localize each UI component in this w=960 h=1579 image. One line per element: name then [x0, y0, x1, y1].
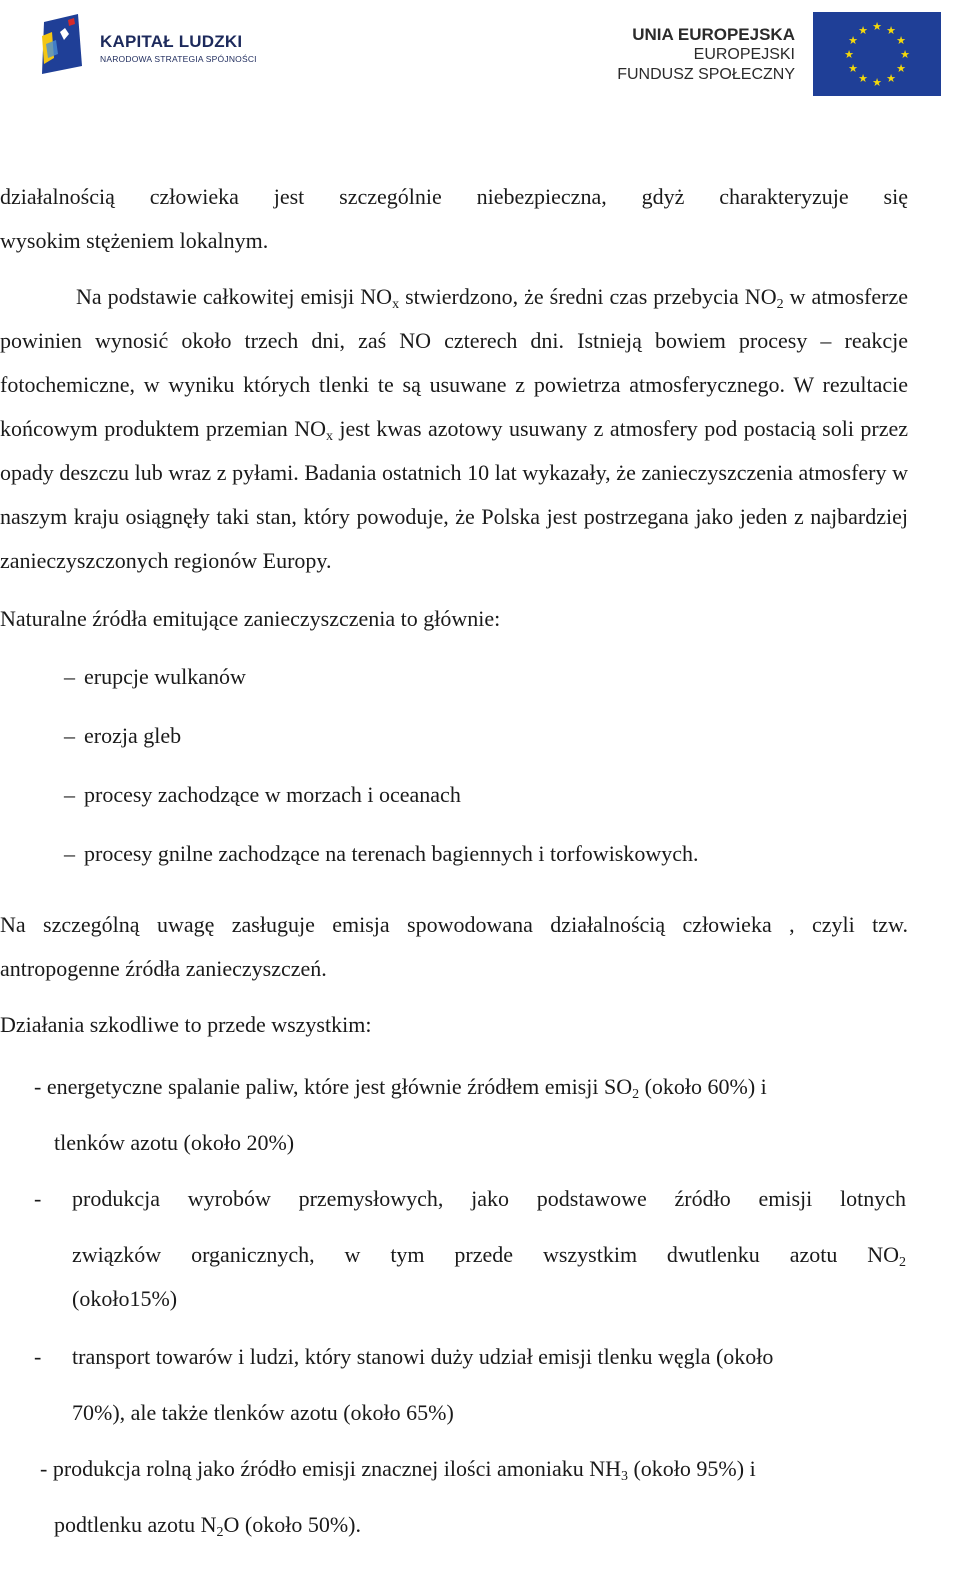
harmful-item-industry-cont [0, 1233, 906, 1277]
harmful-item-agriculture-text-3: podtlenku azotu N [54, 1512, 217, 1537]
list-item [0, 714, 910, 773]
no2-sub-2: 2 [899, 1255, 906, 1270]
nh3-sub: 3 [620, 1469, 628, 1484]
eu-flag-icon [813, 12, 941, 96]
natural-sources-list [0, 655, 910, 891]
paragraph-intro-line1: działalnością człowieka jest szczególnie niebezpieczna, gdyż charakteryzuje się [0, 184, 908, 209]
dash-bullet: – [64, 723, 75, 748]
list-item-text: procesy gnilne zachodzące na terenach bagiennych i torfowiskowych. [84, 841, 699, 866]
harmful-item-industry [0, 1171, 906, 1227]
harmful-item-agriculture-cont [0, 1497, 910, 1553]
nox-sub-1: x [392, 297, 400, 312]
nox-text-4: jest kwas azotowy usuwany z atmosfery pod postacią soli przez opady deszczu lub wraz z pyłami. Badania ostatnich 10 lat wykazały, że zanieczyszczenia atmosfery w naszym kraju osiągnęły taki stan, który powoduje, że Polska jest postrzegana jako jeden z najbardziej zanieczyszczonych regionów Europy. [0, 416, 908, 573]
harmful-item-agriculture-text-4: O (około 50%). [223, 1512, 362, 1537]
dash-bullet: - [34, 1186, 42, 1211]
svg-text:★: ★ [900, 48, 910, 61]
svg-text:★: ★ [896, 34, 906, 47]
n2o-sub: 2 [216, 1525, 224, 1540]
kapital-ludzki-logo [38, 14, 278, 80]
eu-logo [600, 12, 945, 100]
harmful-item-transport [0, 1329, 910, 1385]
svg-text:★: ★ [872, 20, 882, 33]
nox-sub-2: x [325, 429, 333, 444]
harmful-item-industry-text-2: związków organicznych, w tym przede wszystkim dwutlenku azotu NO [72, 1242, 899, 1267]
list-item-text: procesy zachodzące w morzach i oceanach [84, 782, 461, 807]
list-item [0, 773, 910, 832]
svg-text:★: ★ [896, 62, 906, 75]
harmful-item-transport-cont: 70%), ale także tlenków azotu (około 65%) [72, 1400, 454, 1425]
nox-text-2: stwierdzono, że średni czas przebycia NO [399, 284, 777, 309]
no2-sub: 2 [776, 297, 784, 312]
svg-text:★: ★ [848, 62, 858, 75]
page-header [0, 0, 960, 110]
harmful-item-energy-text: - energetyczne spalanie paliw, które jest głównie źródłem emisji SO [34, 1074, 633, 1099]
svg-text:★: ★ [844, 48, 854, 61]
eu-line-union: UNIA EUROPEJSKA [632, 25, 795, 44]
kapital-ludzki-subtitle: NARODOWA STRATEGIA SPÓJNOŚCI [100, 54, 257, 64]
harmful-heading: Działania szkodliwe to przede wszystkim: [0, 1012, 372, 1037]
harmful-item-industry-text: produkcja wyrobów przemysłowych, jako podstawowe źródło emisji lotnych [72, 1186, 906, 1211]
eu-text [617, 24, 795, 85]
eu-line-fund: FUNDUSZ SPOŁECZNY [617, 66, 795, 83]
harmful-item-energy-text-2: (około 60%) i [639, 1074, 767, 1099]
dash-bullet: – [64, 782, 75, 807]
harmful-list [0, 1059, 910, 1553]
svg-text:★: ★ [858, 24, 868, 37]
harmful-item-energy-cont: tlenków azotu (około 20%) [54, 1130, 295, 1155]
harmful-item-energy [0, 1059, 910, 1115]
paragraph-intro [0, 175, 908, 263]
list-item [0, 832, 910, 891]
dash-bullet: – [64, 841, 75, 866]
nox-text-3: w atmosferze powinien wynosić około trzech dni, zaś NO czterech dni. Istnieją bowiem procesy – reakcje fotochemiczne, w wyniku których tlenki te są usuwane z powietrza atmosferycznego. W rezultacie końcowym produktem przemian NO [0, 284, 908, 441]
harmful-item-agriculture-text-2: (około 95%) i [627, 1456, 756, 1481]
anthropogenic-paragraph: Na szczególną uwagę zasługuje emisja spowodowana działalnością człowieka , czyli tzw. antropogenne źródła zanieczyszczeń. [0, 912, 908, 981]
svg-text:★: ★ [848, 34, 858, 47]
kapital-ludzki-emblem-icon [38, 14, 90, 76]
so2-sub: 2 [632, 1087, 640, 1102]
list-item-text: erupcje wulkanów [84, 664, 246, 689]
harmful-item-agriculture-text: - produkcja rolną jako źródło emisji znacznej ilości amoniaku NH [40, 1456, 621, 1481]
svg-text:★: ★ [886, 24, 896, 37]
list-item-text: erozja gleb [84, 723, 182, 748]
dash-bullet: – [64, 664, 75, 689]
list-item [0, 655, 910, 714]
document-body [0, 175, 910, 1553]
harmful-item-industry-cont-2: (około15%) [72, 1286, 178, 1311]
dash-bullet: - [34, 1344, 42, 1369]
svg-text:★: ★ [872, 76, 882, 89]
harmful-item-transport-text: transport towarów i ludzi, który stanowi duży udział emisji tlenku węgla (około [72, 1344, 774, 1369]
eu-line-european: EUROPEJSKI [693, 46, 795, 63]
nox-text-1: Na podstawie całkowitej emisji NO [76, 284, 393, 309]
natural-sources-heading: Naturalne źródła emitujące zanieczyszczenia to głównie: [0, 606, 501, 631]
svg-text:★: ★ [858, 72, 868, 85]
paragraph-intro-line2: wysokim stężeniem lokalnym. [0, 228, 269, 253]
kapital-ludzki-title: KAPITAŁ LUDZKI [100, 32, 243, 51]
harmful-item-agriculture [0, 1441, 910, 1497]
paragraph-nox [0, 275, 908, 583]
svg-text:★: ★ [886, 72, 896, 85]
